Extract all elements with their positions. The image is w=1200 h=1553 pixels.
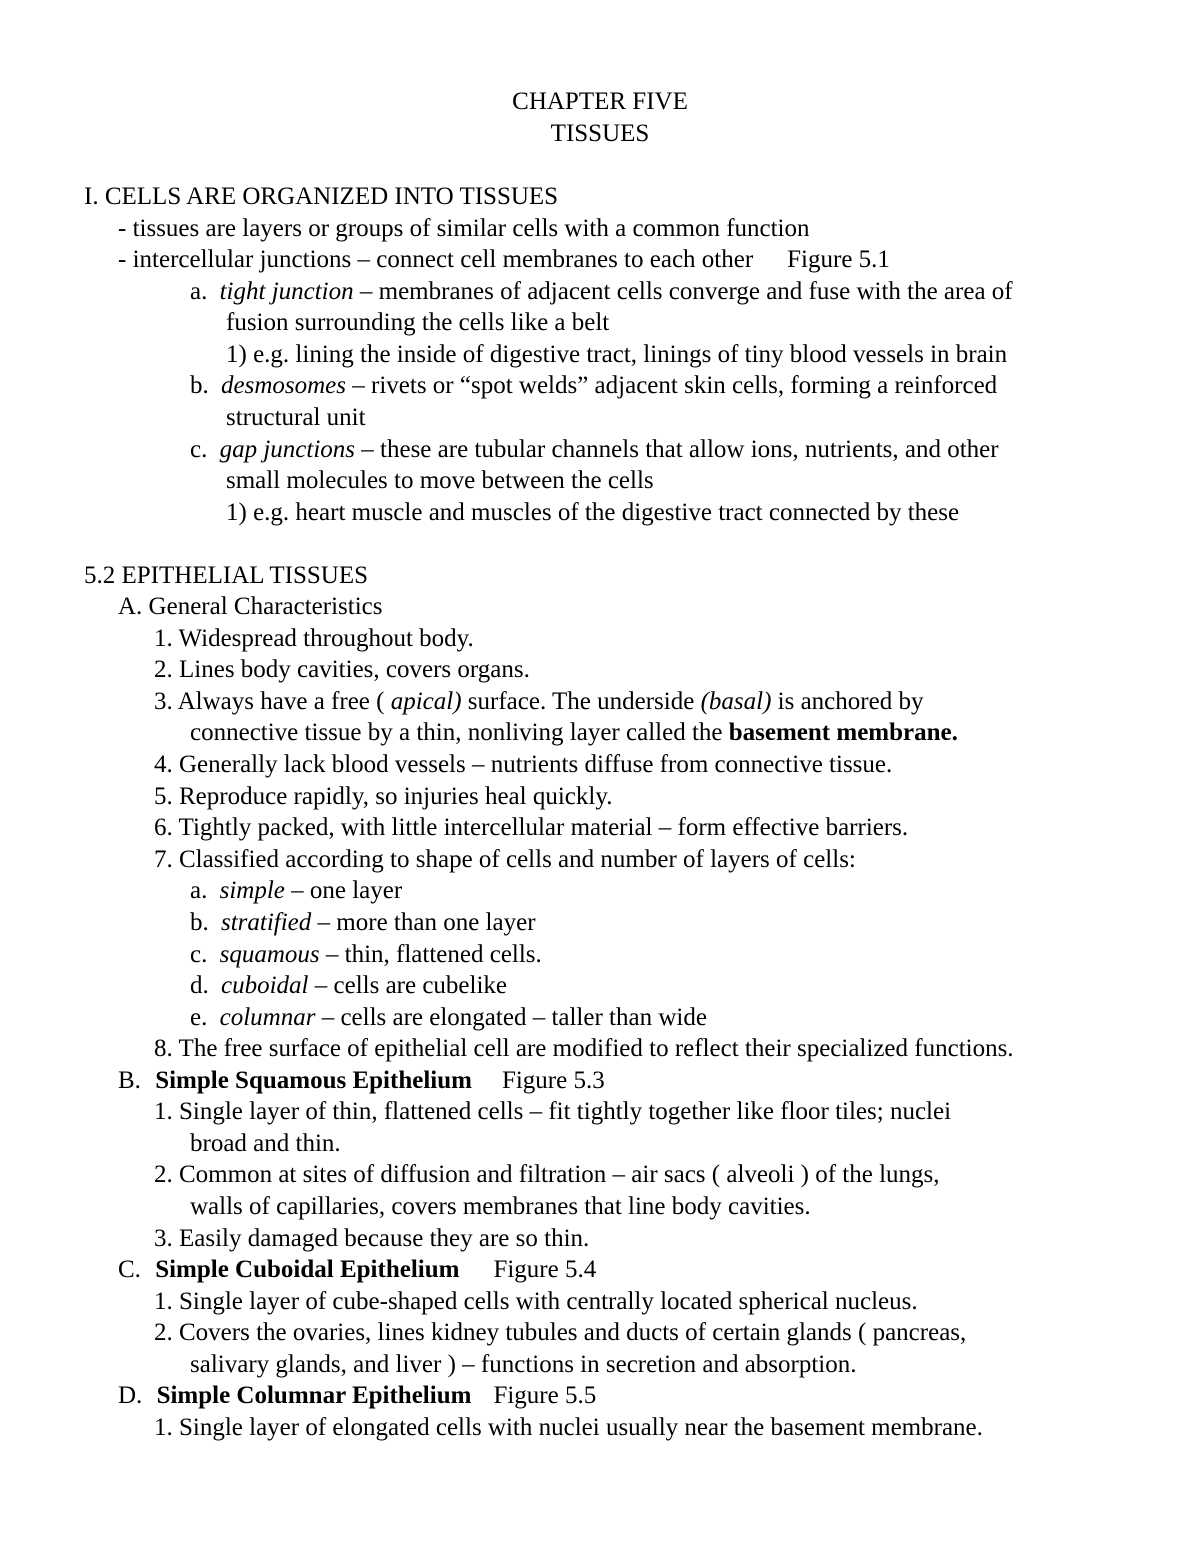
subsection-b-heading [118, 1065, 605, 1097]
classification-c [190, 939, 542, 971]
subsection-d-title: Simple Columnar Epithelium [156, 1382, 472, 1409]
gap-junctions-term: gap junctions [219, 436, 356, 463]
figure-ref-5-1: Figure 5.1 [787, 246, 890, 273]
cuboidal-term: cuboidal [221, 972, 309, 999]
apical-term: apical) [390, 688, 462, 715]
figure-ref-5-4: Figure 5.4 [493, 1256, 597, 1283]
junction-b-line-2: structural unit [226, 404, 366, 431]
classification-e-marker: e. [190, 1004, 208, 1031]
characteristic-3 [154, 686, 923, 718]
columnar-item-1: 1. Single layer of elongated cells with nuclei usually near the basement membrane. [154, 1414, 983, 1441]
subsection-c-title: Simple Cuboidal Epithelium [155, 1256, 460, 1283]
characteristic-5: 5. Reproduce rapidly, so injuries heal quickly. [154, 783, 613, 810]
section-2-heading: 5.2 EPITHELIAL TISSUES [84, 562, 369, 589]
junction-a-line [190, 276, 1013, 308]
characteristic-6: 6. Tightly packed, with little intercellular material – form effective barriers. [154, 814, 909, 841]
squamous-item-3: 3. Easily damaged because they are so thin. [154, 1225, 590, 1252]
junction-b-line [190, 370, 997, 402]
section-1-bullet-2 [118, 244, 890, 276]
junction-c-text: – these are tubular channels that allow ions, nutrients, and other [355, 436, 999, 463]
classification-d-marker: d. [190, 972, 209, 999]
characteristic-3-text-b: surface. The underside [461, 688, 701, 715]
desmosomes-term: desmosomes [221, 372, 346, 399]
classification-c-text: – thin, flattened cells. [319, 941, 542, 968]
junction-b-marker: b. [190, 372, 209, 399]
stratified-term: stratified [221, 909, 312, 936]
basement-membrane-term: basement membrane. [728, 719, 958, 746]
section-1-bullet-1: - tissues are layers or groups of similar cells with a common function [118, 215, 810, 242]
characteristic-1: 1. Widespread throughout body. [154, 625, 474, 652]
subsection-a-heading: A. General Characteristics [118, 593, 383, 620]
squamous-item-1-line-2: broad and thin. [190, 1130, 341, 1157]
classification-a-text: – one layer [284, 877, 403, 904]
classification-a-marker: a. [190, 877, 208, 904]
columnar-term: columnar [219, 1004, 316, 1031]
chapter-subtitle: TISSUES [550, 120, 650, 147]
subsection-d-marker: D. [118, 1382, 143, 1409]
squamous-term: squamous [219, 941, 320, 968]
cuboidal-item-2-line-2: salivary glands, and liver ) – functions in secretion and absorption. [190, 1351, 857, 1378]
figure-ref-5-3: Figure 5.3 [501, 1067, 605, 1094]
classification-d-text: – cells are cubelike [308, 972, 508, 999]
subsection-c-marker: C. [118, 1256, 141, 1283]
squamous-item-2-line-2: walls of capillaries, covers membranes that line body cavities. [190, 1193, 811, 1220]
subsection-b-marker: B. [118, 1067, 141, 1094]
junction-a-text: – membranes of adjacent cells converge and fuse with the area of [353, 278, 1013, 305]
junction-a-example: 1) e.g. lining the inside of digestive tract, linings of tiny blood vessels in brain [226, 341, 1008, 368]
classification-a [190, 875, 402, 907]
basal-term: (basal) [700, 688, 772, 715]
classification-e-text: – cells are elongated – taller than wide [315, 1004, 707, 1031]
junction-b-text: – rivets or “spot welds” adjacent skin cells, forming a reinforced [346, 372, 998, 399]
classification-c-marker: c. [190, 941, 208, 968]
characteristic-3-text-a: 3. Always have a free ( [154, 688, 391, 715]
characteristic-4: 4. Generally lack blood vessels – nutrients diffuse from connective tissue. [154, 751, 893, 778]
section-1-heading: I. CELLS ARE ORGANIZED INTO TISSUES [84, 183, 559, 210]
subsection-c-heading [118, 1254, 596, 1286]
junction-c-line-2: small molecules to move between the cells [226, 467, 654, 494]
cuboidal-item-1: 1. Single layer of cube-shaped cells with centrally located spherical nucleus. [154, 1288, 918, 1315]
junction-c-example: 1) e.g. heart muscle and muscles of the digestive tract connected by these [226, 499, 960, 526]
subsection-b-title: Simple Squamous Epithelium [155, 1067, 472, 1094]
tight-junction-term: tight junction [219, 278, 354, 305]
squamous-item-2: 2. Common at sites of diffusion and filtration – air sacs ( alveoli ) of the lungs, [154, 1161, 940, 1188]
classification-b-text: – more than one layer [311, 909, 536, 936]
classification-b-marker: b. [190, 909, 209, 936]
characteristic-3-line-2 [190, 717, 958, 749]
junction-c-marker: c. [190, 436, 208, 463]
simple-term: simple [219, 877, 285, 904]
classification-d [190, 970, 507, 1002]
classification-e [190, 1002, 707, 1034]
bullet-2-text: - intercellular junctions – connect cell membranes to each other [118, 246, 754, 273]
classification-b [190, 907, 536, 939]
junction-c-line [190, 434, 999, 466]
junction-a-line-2: fusion surrounding the cells like a belt [226, 309, 610, 336]
characteristic-3-text-c: is anchored by [771, 688, 924, 715]
junction-a-marker: a. [190, 278, 208, 305]
characteristic-7: 7. Classified according to shape of cells and number of layers of cells: [154, 846, 856, 873]
characteristic-2: 2. Lines body cavities, covers organs. [154, 656, 530, 683]
cuboidal-item-2: 2. Covers the ovaries, lines kidney tubules and ducts of certain glands ( pancreas, [154, 1319, 967, 1346]
characteristic-3-line-2-text: connective tissue by a thin, nonliving layer called the [190, 719, 729, 746]
squamous-item-1: 1. Single layer of thin, flattened cells – fit tightly together like floor tiles; nuclei [154, 1098, 952, 1125]
characteristic-8: 8. The free surface of epithelial cell are modified to reflect their specialized functions. [154, 1035, 1014, 1062]
chapter-title: CHAPTER FIVE [512, 88, 688, 115]
figure-ref-5-5: Figure 5.5 [493, 1382, 597, 1409]
subsection-d-heading [118, 1380, 596, 1412]
